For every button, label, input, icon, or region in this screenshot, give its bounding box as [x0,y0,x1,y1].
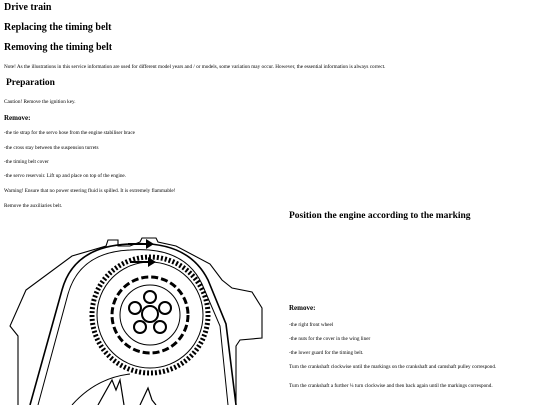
remove-item: -the timing belt cover [4,159,49,165]
turn-instruction-2: Turn the crankshaft a further ¼ turn clockwise and then back again until the markings correspond. [289,383,493,389]
remove-item: -the servo reservoir. Lift up and place on top of the engine. [4,173,127,179]
engine-detail [98,380,124,405]
page-title: Drive train [4,2,52,13]
pulley-center-bolt [142,306,158,322]
pulley-bolt [154,321,166,333]
warning-text: Warning! Ensure that no power steering fluid is spilled. It is extremely flammable! [4,188,176,194]
position-item: -the right front wheel [289,322,334,328]
note-text: Note! As the illustrations in this service information are used for different model years and / or models, some variation may occur. However, the essential information is always correct. [4,64,386,70]
subsection-heading: Removing the timing belt [4,42,113,53]
remove-item: -the cross stay between the suspension turrets [4,145,99,151]
preparation-heading: Preparation [6,78,55,88]
engine-detail [140,388,156,405]
remove-item: -the tie strap for the servo hose from the engine stabiliser brace [4,130,135,136]
pulley-bolt [144,291,156,303]
pulley-bolt [134,321,146,333]
position-heading: Position the engine according to the marking [289,211,471,221]
turn-instruction-1: Turn the crankshaft clockwise until the markings on the crankshaft and camshaft pulley correspond. [289,364,497,370]
section-heading: Replacing the timing belt [4,22,112,33]
pulley-bolt [129,302,141,314]
caution-text: Caution! Remove the ignition key. [4,99,76,105]
position-item: -the nuts for the cover in the wing liner [289,336,371,342]
aux-belt-text: Remove the auxiliaries belt. [4,203,63,209]
timing-belt-diagram [0,228,290,405]
pulley-bolt [159,302,171,314]
remove-heading: Remove: [4,114,31,122]
timing-belt-inner [38,250,228,405]
position-item: -the lower guard for the timing belt. [289,350,364,356]
position-remove-heading: Remove: [289,304,316,312]
